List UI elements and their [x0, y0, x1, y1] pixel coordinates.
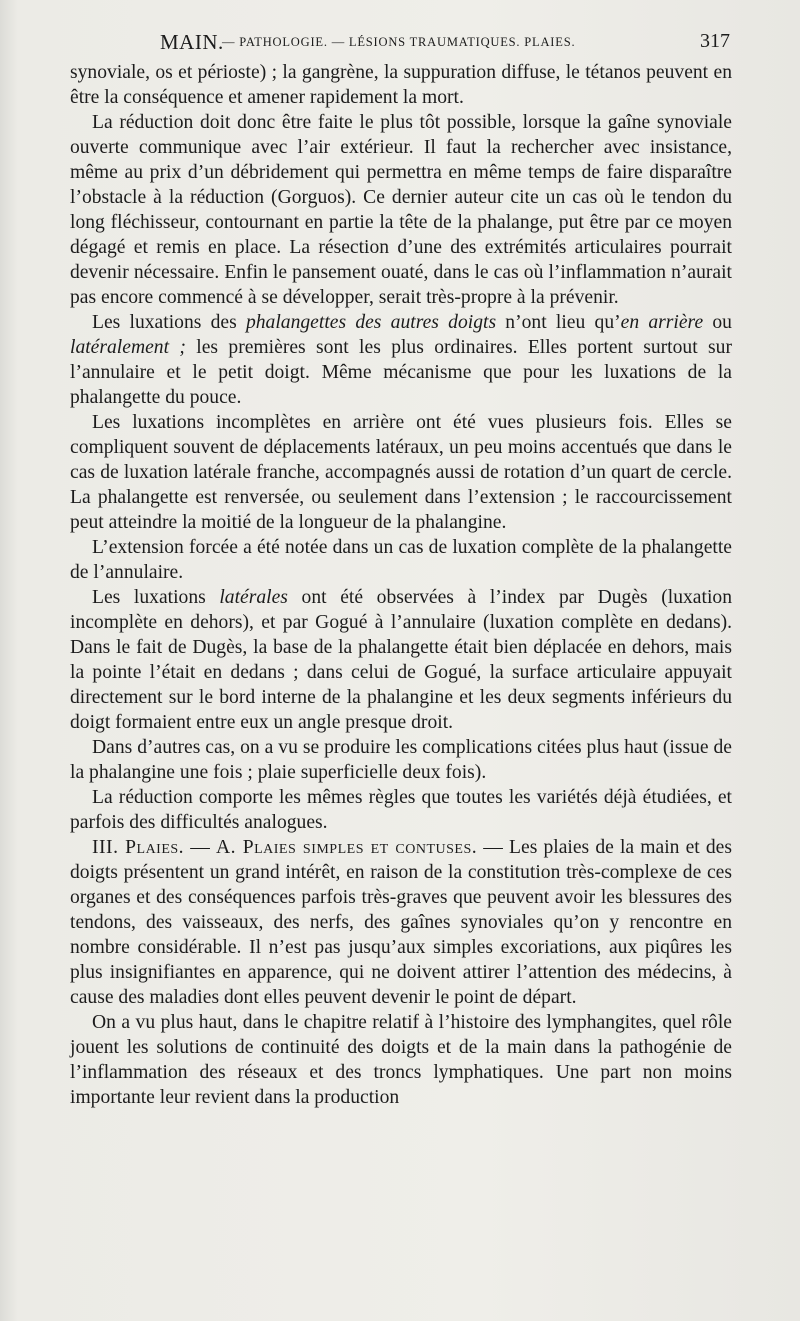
- paragraph-9: [70, 835, 732, 1010]
- paragraph-3-text-b: n’ont lieu qu’: [496, 312, 621, 333]
- section-heading: III. Plaies.: [92, 837, 185, 858]
- paragraph-9-text: — Les plaies de la main et des doigts présentent un grand intérêt, en raison de la constitution très-complexe de ces organes et des conséquences parfois très-graves que peuvent avoir les blessures des tendons, des vaisseaux, des nerfs, des gaînes synoviales qu’on y rencontre en nombre considérable. Il n’est pas jusqu’aux simples excoriations, aux piqûres les plus insignifiantes en apparence, qui ne doivent attirer l’attention des médecins, à cause des maladies dont elles peuvent devenir le point de départ.: [70, 837, 733, 1008]
- paragraph-2: La réduction doit donc être faite le plus tôt possible, lorsque la gaîne synoviale ouverte communique avec l’air extérieur. Il faut la rechercher avec insistance, même au prix d’un débridement qui permettra en même temps de faire disparaître l’obstacle à la réduction (Gorguos). Ce dernier auteur cite un cas où le tendon du long fléchisseur, contournant en partie la tête de la phalange, put être par ce moyen dégagé et remis en place. La résection d’une des extrémités articulaires pourrait devenir nécessaire. Enfin le pansement ouaté, dans le cas où l’inflammation n’aurait pas encore commencé à se développer, serait très-propre à la prévenir.: [70, 112, 732, 308]
- paragraph-6-text-b: ont été observées à l’index par Dugès (luxation incomplète en dehors), et par Gogué à l’annulaire (luxation complète en dedans). Dans le fait de Dugès, la base de la phalangette était bien déplacée en dehors, mais la pointe l’était en dedans ; dans celui de Gogué, la surface articulaire appuyait directement sur le bord interne de la phalangine et les deux segments inférieurs du doigt formaient entre eux un angle presque droit.: [70, 587, 732, 733]
- paragraph-10: On a vu plus haut, dans le chapitre relatif à l’histoire des lymphangites, quel rôle jouent les solutions de continuité des doigts et de la main dans la pathogénie de l’inflammation des réseaux et des troncs lymphatiques. Une part non moins importante leur revient dans la production: [70, 1012, 732, 1108]
- paragraph-3-italic-b: en arrière: [620, 312, 704, 333]
- paragraph-3-text-d: les premières sont les plus ordinaires. Elles portent surtout sur l’annulaire et le petit doigt. Même mécanisme que pour les luxations de la phalangette du pouce.: [70, 337, 732, 408]
- paragraph-3-text-a: Les luxations des: [92, 312, 246, 333]
- header-running-title: — PATHOLOGIE. — LÉSIONS TRAUMATIQUES. PLAIES.: [222, 35, 576, 49]
- paragraph-3-text-c: ou: [703, 312, 732, 333]
- paragraph-7: Dans d’autres cas, on a vu se produire les complications citées plus haut (issue de la phalangine une fois ; plaie superficielle deux fois).: [70, 737, 732, 783]
- paragraph-5: L’extension forcée a été notée dans un cas de luxation complète de la phalangette de l’annulaire.: [70, 537, 732, 583]
- paragraph-9-dash-a: —: [184, 837, 216, 858]
- header-title: MAIN.: [160, 30, 224, 54]
- paragraph-3-italic-c: latéralement ;: [70, 337, 186, 358]
- page-number: 317: [700, 30, 730, 52]
- paragraph-6-italic-a: latérales: [219, 587, 288, 608]
- paragraph-8: La réduction comporte les mêmes règles que toutes les variétés déjà étudiées, et parfois des difficultés analogues.: [70, 787, 732, 833]
- running-header: [160, 30, 730, 56]
- subsection-heading: A. Plaies simples et contuses.: [216, 837, 478, 858]
- paragraph-6: [70, 585, 732, 735]
- paragraph-3: [70, 310, 732, 410]
- paragraph-3-italic-a: phalangettes des autres doigts: [245, 312, 497, 333]
- paragraph-4: Les luxations incomplètes en arrière ont été vues plusieurs fois. Elles se compliquent souvent de déplacements latéraux, un peu moins accentués que dans le cas de luxation latérale franche, accompagnés aussi de rotation d’un quart de cercle. La phalangette est renversée, ou seulement dans l’extension ; le raccourcissement peut atteindre la moitié de la longueur de la phalangine.: [70, 412, 732, 533]
- body-text: [70, 60, 732, 1110]
- paragraph-1: synoviale, os et périoste) ; la gangrène, la suppuration diffuse, le tétanos peuvent en être la conséquence et amener rapidement la mort.: [70, 62, 732, 108]
- paragraph-6-text-a: Les luxations: [92, 587, 220, 608]
